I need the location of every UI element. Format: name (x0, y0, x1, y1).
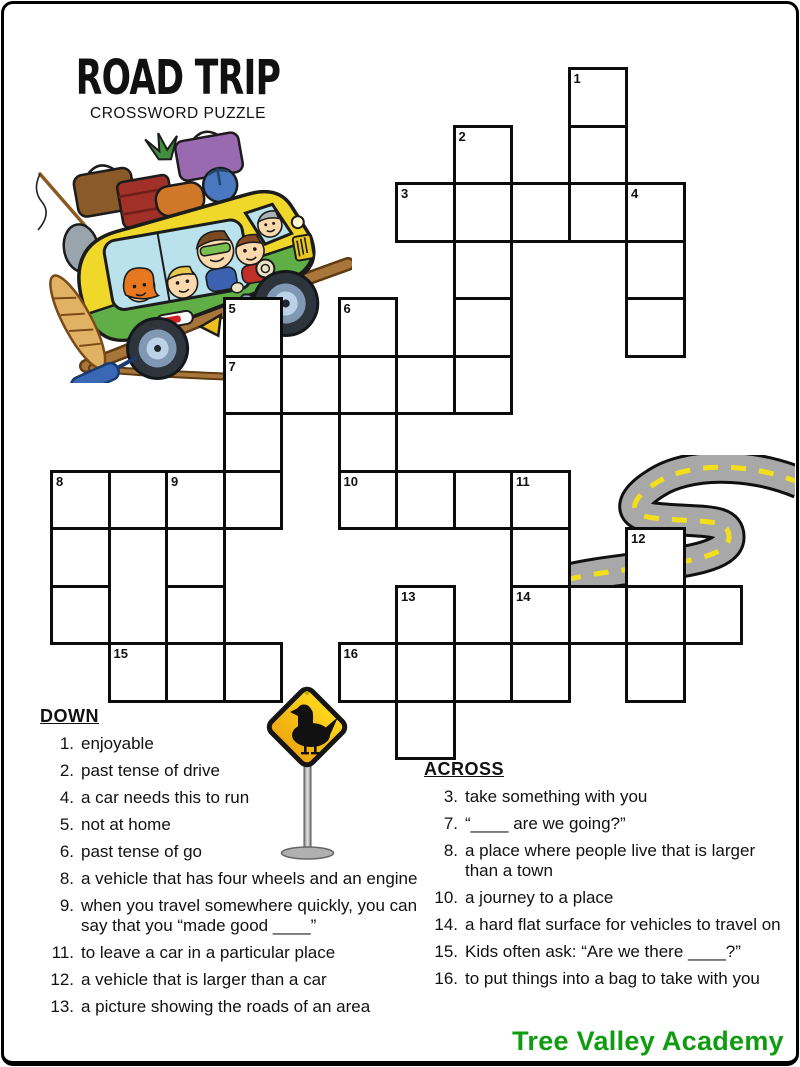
clue-text: enjoyable (81, 734, 154, 753)
clue-text: “____ are we going?” (465, 814, 626, 833)
clue-number: 11. (51, 943, 74, 962)
grid-cell[interactable] (453, 642, 514, 703)
cell-number: 3 (401, 186, 409, 201)
grid-cell[interactable] (395, 585, 456, 646)
grid-cell[interactable] (108, 527, 169, 645)
grid-cell[interactable] (625, 642, 686, 703)
clue-number: 13. (50, 997, 74, 1016)
grid-cell[interactable] (568, 182, 629, 243)
grid-cell[interactable] (223, 412, 284, 473)
clue-number: 16. (434, 969, 458, 988)
grid-cell[interactable] (338, 642, 399, 703)
clue-item (40, 734, 432, 754)
clue-text: not at home (81, 815, 171, 834)
puzzle-title: ROAD TRIP (75, 50, 281, 106)
grid-cell[interactable] (625, 182, 686, 243)
cell-number: 6 (343, 301, 351, 316)
cell-number: 7 (228, 358, 236, 374)
clue-item (40, 970, 432, 990)
grid-cell[interactable] (108, 470, 169, 531)
down-clue-list (40, 734, 432, 1017)
clue-text: a vehicle that is larger than a car (81, 970, 327, 989)
clue-number: 2. (59, 761, 74, 780)
clue-item (40, 896, 432, 936)
clue-item (40, 761, 432, 781)
cell-number: 2 (458, 128, 466, 144)
clue-text: a car needs this to run (81, 788, 250, 807)
cell-number: 8 (56, 473, 64, 489)
grid-cell[interactable] (510, 527, 571, 588)
clue-item (424, 841, 796, 881)
grid-cell[interactable] (223, 297, 284, 358)
clue-text: a journey to a place (465, 888, 614, 907)
grid-cell[interactable] (510, 585, 571, 646)
brand-link[interactable]: Tree Valley Academy (512, 1026, 784, 1056)
clue-text: a hard flat surface for vehicles to travel on (465, 915, 781, 934)
grid-cell[interactable] (568, 585, 629, 646)
cell-number: 4 (631, 186, 639, 201)
clue-text: when you travel somewhere quickly, you can say that you “made good ____” (81, 896, 418, 935)
clue-text: take something with you (465, 787, 648, 806)
clue-text: past tense of drive (81, 761, 220, 780)
clue-number: 1. (59, 734, 74, 753)
grid-cell[interactable] (280, 355, 341, 416)
clue-text: Kids often ask: “Are we there ____?” (465, 942, 741, 961)
grid-cell[interactable] (625, 585, 686, 646)
cell-number: 15 (113, 646, 128, 661)
grid-cell[interactable] (453, 470, 514, 531)
across-clue-list (424, 787, 796, 989)
grid-cell[interactable] (453, 355, 514, 416)
grid-cell[interactable] (453, 240, 514, 301)
clue-text: past tense of go (81, 842, 202, 861)
clue-item (424, 787, 796, 807)
grid-cell[interactable] (683, 585, 744, 646)
clue-item (40, 815, 432, 835)
grid-cell[interactable] (223, 642, 284, 703)
grid-cell[interactable] (625, 297, 686, 358)
clue-item (40, 997, 432, 1017)
clue-item (424, 814, 796, 834)
clue-number: 14. (434, 915, 458, 934)
clue-text: to leave a car in a particular place (81, 943, 336, 962)
clue-text: a picture showing the roads of an area (81, 997, 371, 1016)
grid-cell[interactable] (165, 470, 226, 531)
clue-item (424, 969, 796, 989)
clue-number: 12. (50, 970, 74, 989)
grid-cell[interactable] (223, 355, 284, 416)
cell-number: 14 (516, 588, 531, 604)
clue-number: 6. (59, 842, 74, 861)
cell-number: 12 (631, 531, 646, 546)
clue-number: 9. (59, 896, 74, 915)
clue-number: 15. (434, 942, 458, 961)
grid-cell[interactable] (165, 527, 226, 588)
grid-cell[interactable] (50, 470, 111, 531)
grid-cell[interactable] (453, 125, 514, 186)
grid-cell[interactable] (395, 642, 456, 703)
grid-cell[interactable] (223, 470, 284, 531)
clue-item (40, 842, 432, 862)
clue-text: to put things into a bag to take with you (465, 969, 760, 988)
grid-cell[interactable] (50, 585, 111, 646)
grid-cell[interactable] (395, 182, 456, 243)
puzzle-subtitle: CROSSWORD PUZZLE (90, 105, 266, 122)
grid-cell[interactable] (338, 355, 399, 416)
clue-number: 10. (434, 888, 458, 907)
grid-cell[interactable] (510, 642, 571, 703)
grid-cell[interactable] (510, 182, 571, 243)
clue-item (40, 788, 432, 808)
across-clues-section (424, 759, 796, 996)
clue-text: a vehicle that has four wheels and an engine (81, 869, 418, 888)
grid-cell[interactable] (625, 240, 686, 301)
grid-cell[interactable] (108, 642, 169, 703)
grid-cell[interactable] (165, 585, 226, 646)
cell-number: 13 (401, 588, 416, 604)
cell-number: 9 (171, 473, 179, 489)
grid-cell[interactable] (568, 125, 629, 186)
clue-number: 7. (443, 814, 458, 833)
down-clues-section (40, 706, 432, 1024)
clue-item (424, 915, 796, 935)
cell-number: 11 (516, 473, 530, 489)
clue-number: 4. (59, 788, 74, 807)
grid-cell[interactable] (453, 297, 514, 358)
clue-number: 8. (59, 869, 74, 888)
across-heading: ACROSS (424, 759, 505, 779)
grid-cell[interactable] (395, 355, 456, 416)
clue-number: 8. (443, 841, 458, 860)
clue-item (424, 888, 796, 908)
clue-item (424, 942, 796, 962)
grid-cell[interactable] (395, 470, 456, 531)
grid-cell[interactable] (338, 412, 399, 473)
grid-cell[interactable] (625, 527, 686, 588)
cell-number: 5 (228, 301, 236, 316)
clue-item (40, 869, 432, 889)
grid-cell[interactable] (165, 642, 226, 703)
grid-cell[interactable] (453, 182, 514, 243)
down-heading: DOWN (40, 706, 99, 726)
clue-text: a place where people live that is larger than a town (465, 841, 756, 880)
clue-item (40, 943, 432, 963)
grid-cell[interactable] (510, 470, 571, 531)
grid-cell[interactable] (568, 67, 629, 128)
cell-number: 16 (343, 646, 358, 661)
grid-cell[interactable] (338, 297, 399, 358)
cell-number: 1 (573, 71, 581, 86)
grid-cell[interactable] (338, 470, 399, 531)
grid-cell[interactable] (50, 527, 111, 588)
clue-number: 5. (59, 815, 74, 834)
cell-number: 10 (343, 473, 358, 489)
clue-number: 3. (443, 787, 458, 806)
